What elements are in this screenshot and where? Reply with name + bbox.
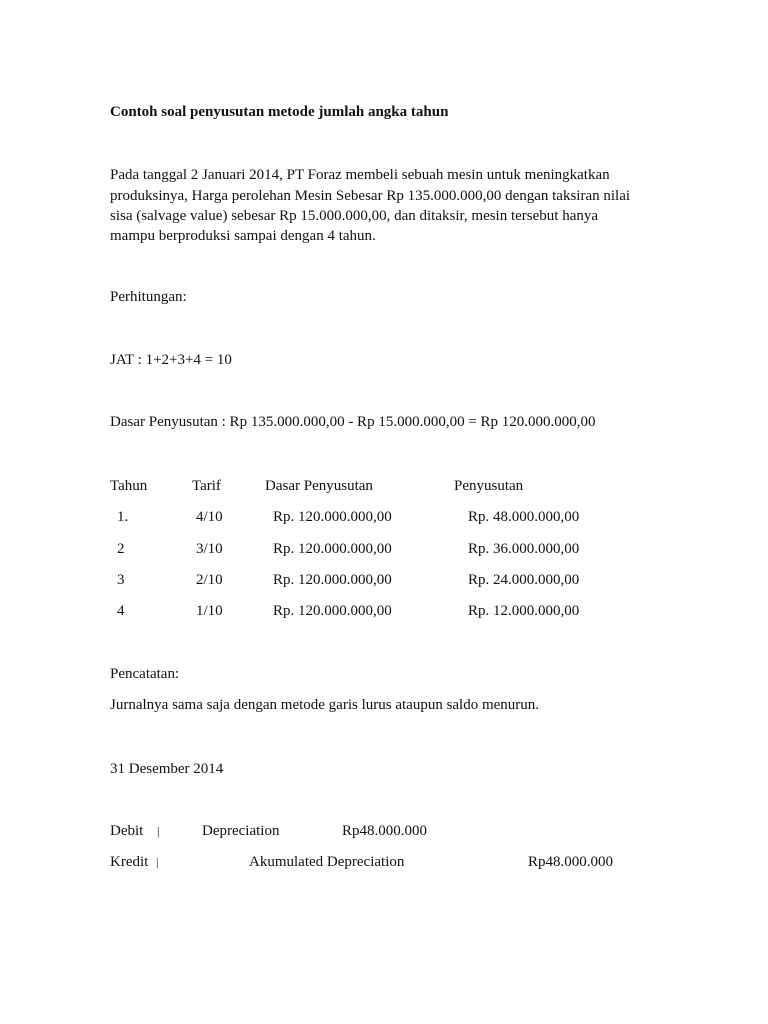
kredit-separator: | [156, 855, 159, 869]
debit-separator: | [157, 824, 160, 838]
pencatatan-heading: Pencatatan: [110, 666, 180, 682]
table-cell-tahun: 4 [117, 603, 125, 619]
table-header-penyusutan: Penyusutan [454, 478, 524, 494]
table-cell-penyusutan: Rp. 48.000.000,00 [468, 509, 580, 525]
table-cell-penyusutan: Rp. 36.000.000,00 [468, 541, 580, 557]
table-header-tarif: Tarif [192, 478, 221, 494]
paragraph-line: produksinya, Harga perolehan Mesin Sebesar Rp 135.000.000,00 dengan taksiran nilai [110, 188, 631, 204]
table-cell-tarif: 2/10 [196, 572, 223, 588]
table-cell-tahun: 2 [117, 541, 125, 557]
table-cell-penyusutan: Rp. 12.000.000,00 [468, 603, 580, 619]
paragraph-line: sisa (salvage value) sebesar Rp 15.000.000,00, dan ditaksir, mesin tersebut hanya [110, 208, 599, 224]
jurnal-note: Jurnalnya sama saja dengan metode garis lurus ataupun saldo menurun. [110, 697, 540, 713]
debit-amount: Rp48.000.000 [342, 823, 428, 839]
table-cell-dasar: Rp. 120.000.000,00 [273, 509, 392, 525]
table-header-dasar: Dasar Penyusutan [265, 478, 373, 494]
debit-account: Depreciation [202, 823, 280, 839]
table-cell-tarif: 4/10 [196, 509, 223, 525]
table-header-tahun: Tahun [110, 478, 148, 494]
perhitungan-heading: Perhitungan: [110, 289, 187, 305]
table-cell-tarif: 1/10 [196, 603, 223, 619]
paragraph-line: Pada tanggal 2 Januari 2014, PT Foraz membeli sebuah mesin untuk meningkatkan [110, 167, 610, 183]
document-title: Contoh soal penyusutan metode jumlah angka tahun [110, 104, 449, 120]
table-cell-dasar: Rp. 120.000.000,00 [273, 572, 392, 588]
journal-date: 31 Desember 2014 [110, 761, 224, 777]
table-cell-tahun: 1. [117, 509, 129, 525]
paragraph-line: mampu berproduksi sampai dengan 4 tahun. [110, 228, 376, 244]
kredit-account: Akumulated Depreciation [249, 854, 405, 870]
kredit-amount: Rp48.000.000 [528, 854, 614, 870]
table-cell-dasar: Rp. 120.000.000,00 [273, 603, 392, 619]
jat-formula: JAT : 1+2+3+4 = 10 [110, 352, 232, 368]
table-cell-penyusutan: Rp. 24.000.000,00 [468, 572, 580, 588]
kredit-label: Kredit [110, 854, 149, 870]
table-cell-dasar: Rp. 120.000.000,00 [273, 541, 392, 557]
table-cell-tarif: 3/10 [196, 541, 223, 557]
debit-label: Debit [110, 823, 144, 839]
dasar-penyusutan-formula: Dasar Penyusutan : Rp 135.000.000,00 - Rp 15.000.000,00 = Rp 120.000.000,00 [110, 414, 596, 430]
table-cell-tahun: 3 [117, 572, 125, 588]
